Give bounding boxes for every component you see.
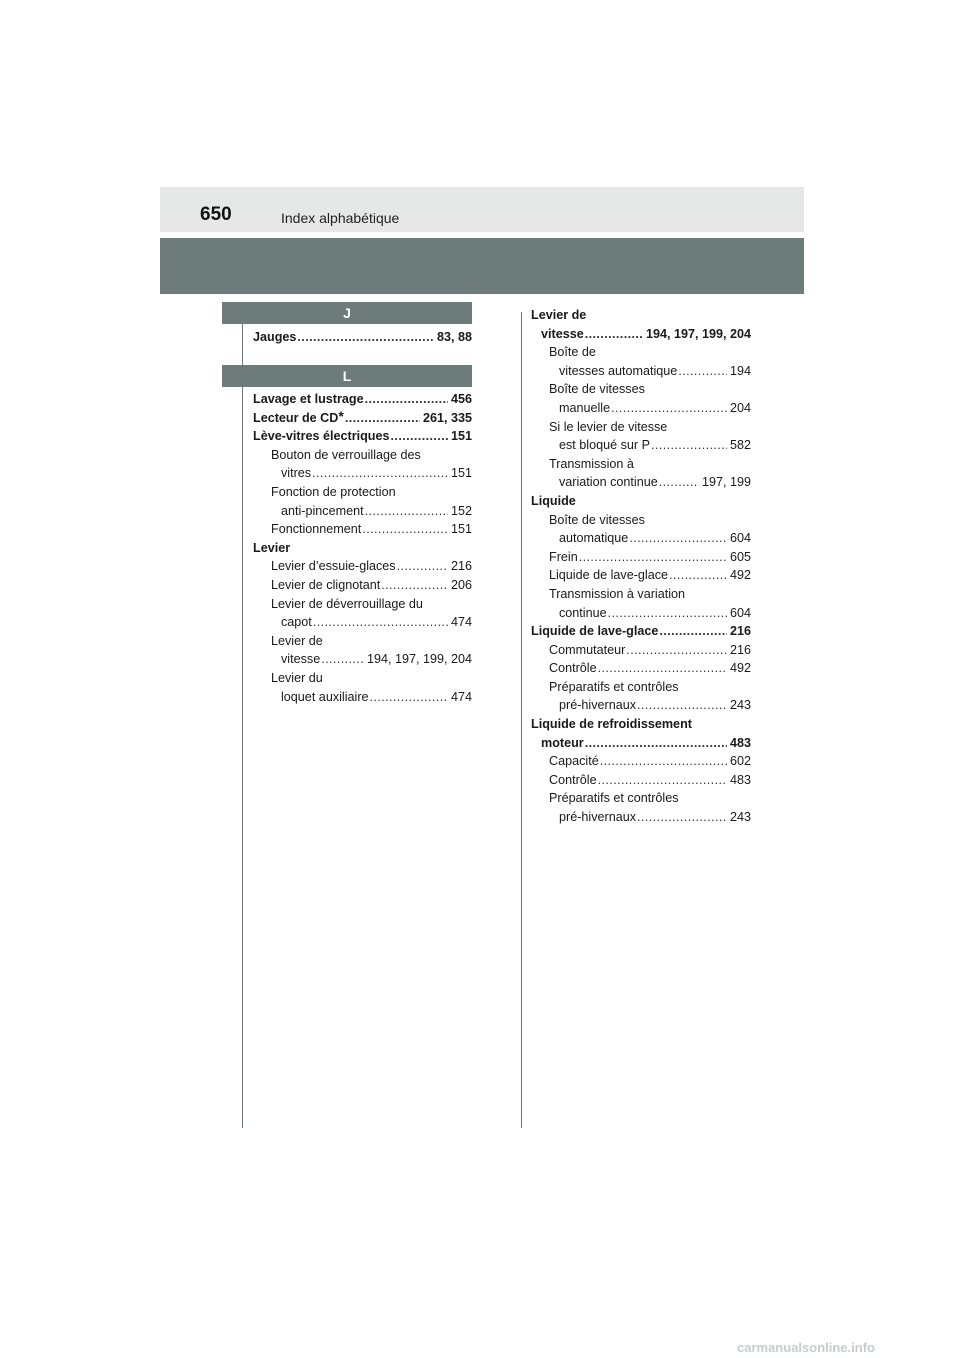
index-entry-text: Lavage et lustrage [253, 392, 364, 406]
index-entry [531, 362, 751, 381]
index-entry [531, 306, 751, 325]
index-entry [531, 808, 751, 827]
index-entry-text: pré-hivernaux [559, 810, 637, 825]
index-entry-text: capot [281, 615, 312, 630]
dot-leader [669, 566, 727, 585]
index-entry [253, 446, 472, 465]
header-title: Index alphabétique [281, 210, 400, 226]
index-entry-text: Lecteur de CD [253, 410, 339, 425]
index-entry-text: moteur [541, 735, 584, 750]
dot-leader [659, 622, 727, 641]
index-entry [253, 483, 472, 502]
dot-leader [391, 427, 448, 446]
index-entry [531, 752, 751, 771]
index-entry-page: 604 [729, 605, 751, 620]
index-entry-text: Levier d’essuie-glaces [271, 559, 396, 574]
column-rule-left [242, 320, 243, 1128]
index-entry-text: est bloqué sur P [559, 438, 651, 453]
index-entry-text: vitesse [541, 326, 584, 341]
dot-leader [611, 399, 727, 418]
dot-leader [626, 641, 727, 660]
dot-leader [598, 771, 727, 790]
dot-leader [585, 325, 643, 344]
index-entry-page: 243 [729, 810, 751, 825]
index-entry-page: 483 [729, 735, 751, 750]
index-entry [531, 455, 751, 474]
index-entry [531, 659, 751, 678]
index-entry-text: Préparatifs et contrôles [549, 791, 679, 806]
index-entry-page: 83, 88 [436, 330, 472, 344]
index-entry-page: 605 [729, 549, 751, 564]
j-entries [253, 328, 472, 347]
chapter-banner [160, 238, 804, 294]
dot-leader [659, 473, 699, 492]
index-entry [531, 511, 751, 530]
index-entry-page: 582 [729, 438, 751, 453]
index-entry-page: 243 [729, 698, 751, 713]
index-entry-page: 604 [729, 531, 751, 546]
section-header-j: J [222, 302, 472, 324]
index-entry [531, 325, 751, 344]
watermark: carmanualsonline.info [737, 1340, 875, 1355]
index-entry-text: Liquide de lave-glace [549, 568, 669, 583]
index-entry [253, 427, 472, 446]
index-entry-page: 194, 197, 199, 204 [366, 652, 472, 667]
index-entry [253, 595, 472, 614]
dot-leader [651, 436, 727, 455]
dot-leader [313, 613, 448, 632]
index-entry-text: Capacité [549, 754, 599, 769]
dot-leader [370, 688, 448, 707]
index-entry [531, 641, 751, 660]
index-entry-text: Liquide de refroidissement [531, 717, 692, 732]
index-entry-page: 152 [450, 503, 472, 518]
index-entry [531, 715, 751, 734]
index-entry [531, 548, 751, 567]
index-entry-page: 602 [729, 754, 751, 769]
index-entry-text: automatique [559, 531, 629, 546]
index-entry-text: Jauges [253, 330, 297, 344]
index-entry [531, 734, 751, 753]
index-entry-text: pré-hivernaux [559, 698, 637, 713]
index-entry-page: 151 [450, 522, 472, 537]
dot-leader [312, 464, 448, 483]
dot-leader [637, 696, 727, 715]
index-entry-page: 197, 199 [701, 475, 751, 490]
index-entry-text: Levier de déverrouillage du [271, 596, 423, 611]
index-entry [253, 557, 472, 576]
dot-leader [321, 650, 364, 669]
index-entry-text: Fonction de protection [271, 484, 396, 499]
index-entry [531, 585, 751, 604]
index-entry-text: Levier du [271, 670, 323, 685]
index-entry-text: Levier [253, 540, 291, 555]
dot-leader [585, 734, 727, 753]
index-entry-text: Bouton de verrouillage des [271, 447, 421, 462]
index-entry-text: Transmission à [549, 456, 634, 471]
index-entry [253, 390, 472, 409]
dot-leader [365, 502, 448, 521]
index-entry-text: Si le levier de vitesse [549, 419, 668, 434]
index-entry-text: Liquide de lave-glace [531, 624, 659, 639]
index-entry-text: Fonctionnement [271, 522, 362, 537]
index-entry-page: 474 [450, 689, 472, 704]
index-entry [531, 418, 751, 437]
dot-leader [598, 659, 727, 678]
index-entry-page: 151 [450, 429, 472, 444]
index-entry-text: Contrôle [549, 661, 597, 676]
index-entry [531, 566, 751, 585]
index-entry-page: 194 [729, 363, 751, 378]
column-rule-middle [521, 312, 522, 1128]
dot-leader [345, 409, 420, 428]
dot-leader [608, 604, 727, 623]
dot-leader [362, 520, 448, 539]
index-entry [531, 399, 751, 418]
index-entry-text: anti-pincement [281, 503, 364, 518]
index-entry [531, 529, 751, 548]
index-entry-text: variation continue [559, 475, 658, 490]
index-entry-text: Contrôle [549, 772, 597, 787]
index-entry [531, 771, 751, 790]
index-entry [531, 696, 751, 715]
index-entry [253, 613, 472, 632]
index-entry-page: 216 [729, 624, 751, 639]
index-entry-page: 204 [729, 400, 751, 415]
index-entry-text: vitres [281, 466, 312, 481]
index-entry: Lecteur de CD * ..... 261, 335 [253, 409, 472, 428]
index-entry-text: Frein [549, 549, 578, 564]
index-entry [531, 789, 751, 808]
index-entry-text: vitesse [281, 652, 321, 667]
l-entries [253, 390, 472, 706]
index-entry-text: vitesses automatique [559, 363, 678, 378]
index-entry-text: Boîte de vitesses [549, 512, 645, 527]
index-entry-text: Transmission à variation [549, 586, 686, 601]
dot-leader [637, 808, 727, 827]
index-entry-text: Boîte de [549, 345, 596, 360]
index-entry-text: loquet auxiliaire [281, 689, 369, 704]
index-entry-page: 483 [729, 772, 751, 787]
index-entry [253, 502, 472, 521]
index-entry [531, 604, 751, 623]
dot-leader [600, 752, 727, 771]
index-entry-page: 194, 197, 199, 204 [645, 326, 751, 341]
dot-leader [297, 328, 434, 347]
index-entry-page: 492 [729, 568, 751, 583]
index-entry [253, 328, 472, 347]
index-entry-text: Levier de clignotant [271, 577, 381, 592]
dot-leader [629, 529, 727, 548]
index-entry [253, 539, 472, 558]
dot-leader [381, 576, 448, 595]
index-entry [253, 669, 472, 688]
index-entry-text: manuelle [559, 400, 611, 415]
index-entry-page: 492 [729, 661, 751, 676]
index-entry [531, 622, 751, 641]
index-entry [531, 678, 751, 697]
header-band [160, 187, 804, 232]
index-entry [531, 492, 751, 511]
index-entry-text: Levier de [271, 633, 323, 648]
index-entry [531, 473, 751, 492]
index-entry [253, 464, 472, 483]
dot-leader [579, 548, 727, 567]
dot-leader [678, 362, 727, 381]
index-entry-text: Levier de [531, 308, 587, 322]
index-entry-text: Commutateur [549, 642, 626, 657]
index-entry-text: Lève-vitres électriques [253, 429, 390, 444]
right-entries [531, 306, 751, 827]
index-entry [531, 343, 751, 362]
index-entry-page: 474 [450, 615, 472, 630]
section-header-l: L [222, 365, 472, 387]
index-entry-page: 216 [450, 559, 472, 574]
index-entry-page: 261, 335 [422, 410, 472, 425]
index-entry-text: Liquide [531, 493, 576, 508]
index-entry-page: 456 [450, 392, 472, 406]
index-entry [253, 650, 472, 669]
index-entry [531, 436, 751, 455]
index-entry-text: continue [559, 605, 607, 620]
index-entry-page: 206 [450, 577, 472, 592]
index-entry [253, 632, 472, 651]
page-number: 650 [200, 204, 232, 225]
index-entry [253, 576, 472, 595]
index-entry-text: Boîte de vitesses [549, 382, 645, 397]
index-entry [253, 688, 472, 707]
dot-leader [365, 390, 448, 409]
index-entry-page: 216 [729, 642, 751, 657]
index-entry-text: Préparatifs et contrôles [549, 679, 679, 694]
index-entry [253, 520, 472, 539]
dot-leader [397, 557, 448, 576]
index-entry [531, 380, 751, 399]
index-entry-page: 151 [450, 466, 472, 481]
